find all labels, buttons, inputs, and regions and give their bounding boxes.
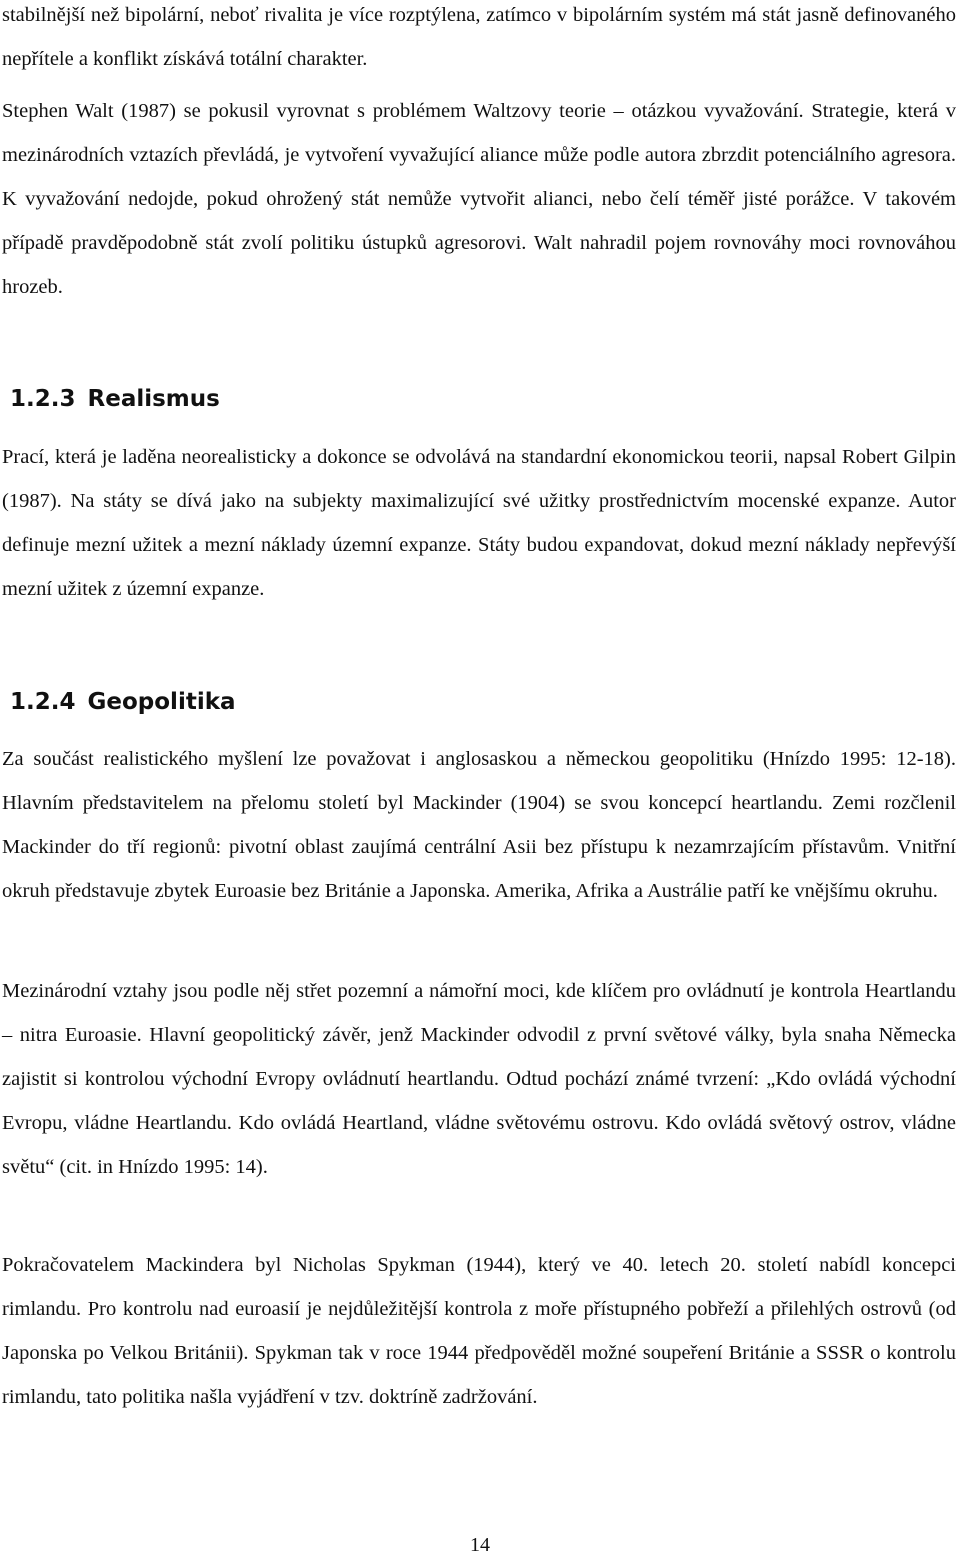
paragraph-geopolitics-mackinder: Za součást realistického myšlení lze považovat i anglosaskou a německou geopolitiku (Hnízdo 1995: 12-18). Hlavním představitelem na přelomu století byl Mackinder (1904) se svou koncepcí heartlandu. Zemi rozčlenil Mackinder do tří regionů: pivotní oblast zaujímá centrální Asii bez přístupu k nezamrzajícím přístavům. Vnitřní okruh představuje zbytek Euroasie bez Británie a Japonska. Amerika, Afrika a Austrálie patří ke vnějšímu okruhu. [2, 748, 956, 902]
page-number: 14 [470, 1534, 490, 1556]
section-number: 1.2.4 [10, 689, 76, 715]
section-number: 1.2.3 [10, 386, 76, 412]
paragraph-heartland: Mezinárodní vztahy jsou podle něj střet pozemní a námořní moci, kde klíčem pro ovládnutí je kontrola Heartlandu – nitra Euroasie. Hlavní geopolitický závěr, jenž Mackinder odvodil z první světové války, byla snaha Německa zajistit si kontrolou východní Evropy ovládnutí heartlandu. Odtud pochází známé tvrzení: „Kdo ovládá východní Evropu, vládne Heartlandu. Kdo ovládá Heartland, vládne světovému ostrovu. Kdo ovládá světový ostrov, vládne světu“ (cit. in Hnízdo 1995: 14). [2, 980, 956, 1178]
section-title: Realismus [87, 386, 220, 412]
paragraph-spykman: Pokračovatelem Mackindera byl Nicholas Spykman (1944), který ve 40. letech 20. století nabídl koncepci rimlandu. Pro kontrolu nad euroasií je nejdůležitější kontrola z moře přístupného pobřeží a přilehlých ostrovů (od Japonska po Velkou Británii). Spykman tak v roce 1944 předpověděl možné soupeření Británie a SSSR o kontrolu rimlandu, tato politika našla vyjádření v tzv. doktríně zadržování. [2, 1254, 956, 1408]
section-title: Geopolitika [87, 689, 236, 715]
paragraph-walt-balance-of-threat: Stephen Walt (1987) se pokusil vyrovnat s problémem Waltzovy teorie – otázkou vyvažování. Strategie, která v mezinárodních vztazích převládá, je vytvoření vyvažující aliance může podle autora zbrzdit potenciálního agresora. K vyvažování nedojde, pokud ohrožený stát nemůže vytvořit alianci, nebo čelí téměř jisté porážce. V takovém případě pravděpodobně stát zvolí politiku ústupků agresorovi. Walt nahradil pojem rovnováhy moci rovnováhou hrozeb. [2, 100, 956, 298]
paragraph-bipolar-stability: stabilnější než bipolární, neboť rivalita je více rozptýlena, zatímco v bipolárním systém má stát jasně definovaného nepřítele a konflikt získává totální charakter. [2, 4, 956, 70]
section-heading-geopolitika [10, 687, 236, 717]
section-heading-realismus [10, 384, 220, 414]
paragraph-gilpin: Prací, která je laděna neorealisticky a dokonce se odvolává na standardní ekonomickou teorii, napsal Robert Gilpin (1987). Na státy se dívá jako na subjekty maximalizující své užitky prostřednictvím mocenské expanze. Autor definuje mezní užitek a mezní náklady územní expanze. Státy budou expandovat, dokud mezní náklady nepřevýší mezní užitek z územní expanze. [2, 446, 956, 600]
